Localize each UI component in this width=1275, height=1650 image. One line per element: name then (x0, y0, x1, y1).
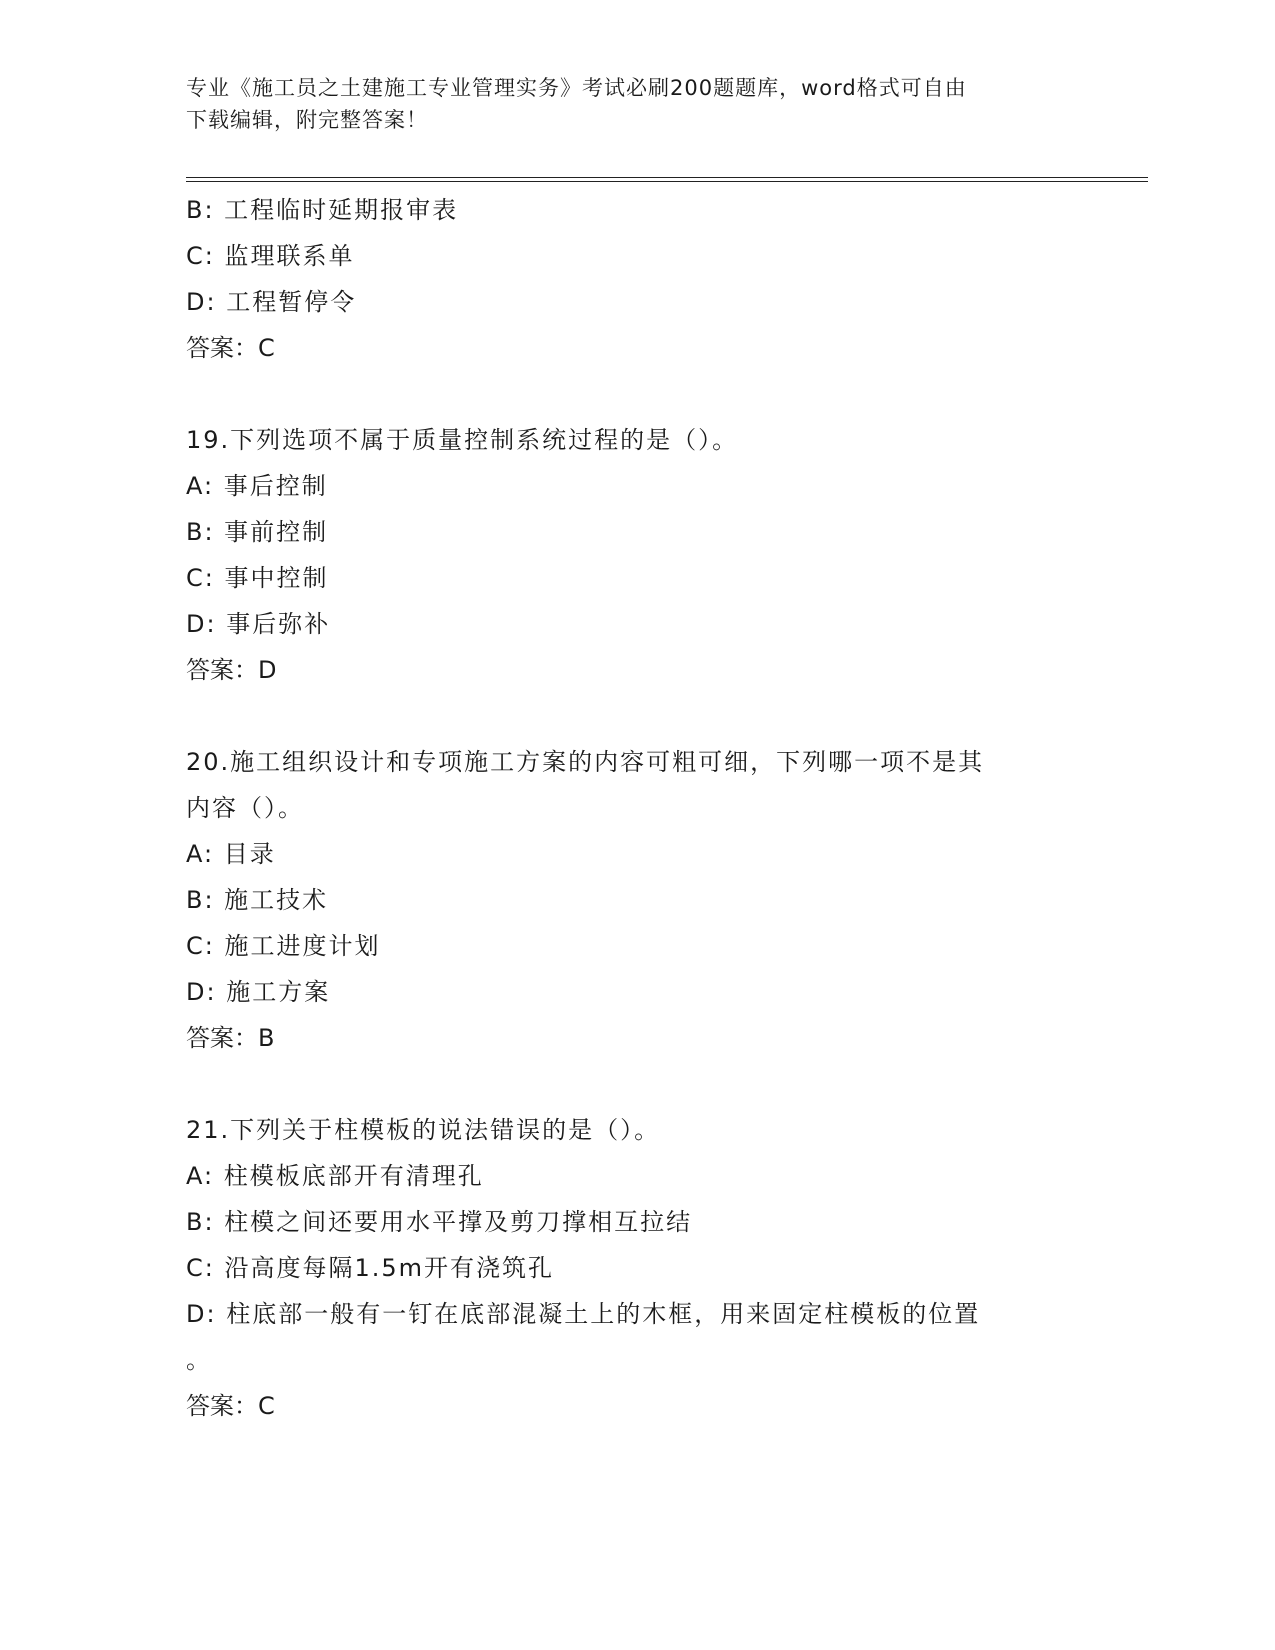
option-d-line-1: D: 柱底部一般有一钉在底部混凝土上的木框，用来固定柱模板的位置 (186, 1300, 981, 1328)
option-c: C: 施工进度计划 (186, 932, 381, 960)
option-d-line-2: 。 (186, 1346, 212, 1374)
header-line-1: 专业《施工员之土建施工专业管理实务》考试必刷200题题库，word格式可自由 (186, 76, 967, 100)
option-c: C: 监理联系单 (186, 242, 355, 270)
document-header (186, 72, 1066, 136)
question-list (186, 187, 1086, 1429)
question-stem-line-2: 内容（）。 (186, 794, 304, 822)
question-stem: 21.下列关于柱模板的说法错误的是（）。 (186, 1116, 661, 1144)
question-21 (186, 1107, 1086, 1429)
answer: 答案：C (186, 1392, 275, 1420)
question-gap (186, 1061, 1086, 1107)
option-c: C: 沿高度每隔1.5m开有浇筑孔 (186, 1254, 555, 1282)
option-c: C: 事中控制 (186, 564, 329, 592)
option-d: D: 事后弥补 (186, 610, 331, 638)
option-b: B: 柱模之间还要用水平撑及剪刀撑相互拉结 (186, 1208, 693, 1236)
question-stem-line-1: 20.施工组织设计和专项施工方案的内容可粗可细，下列哪一项不是其 (186, 748, 985, 776)
option-b: B: 事前控制 (186, 518, 329, 546)
question-stem: 19.下列选项不属于质量控制系统过程的是（）。 (186, 426, 739, 454)
option-a: A: 柱模板底部开有清理孔 (186, 1162, 484, 1190)
option-d: D: 施工方案 (186, 978, 331, 1006)
question-19 (186, 417, 1086, 693)
answer: 答案：B (186, 1024, 275, 1052)
option-b: B: 施工技术 (186, 886, 329, 914)
question-gap (186, 371, 1086, 417)
question-20 (186, 739, 1086, 1061)
question-gap (186, 693, 1086, 739)
answer: 答案：C (186, 334, 275, 362)
option-b: B: 工程临时延期报审表 (186, 196, 459, 224)
option-a: A: 事后控制 (186, 472, 328, 500)
header-divider (186, 177, 1148, 182)
option-a: A: 目录 (186, 840, 276, 868)
answer: 答案：D (186, 656, 277, 684)
header-line-2: 下载编辑，附完整答案！ (186, 108, 428, 132)
question-18 (186, 187, 1086, 371)
option-d: D: 工程暂停令 (186, 288, 357, 316)
